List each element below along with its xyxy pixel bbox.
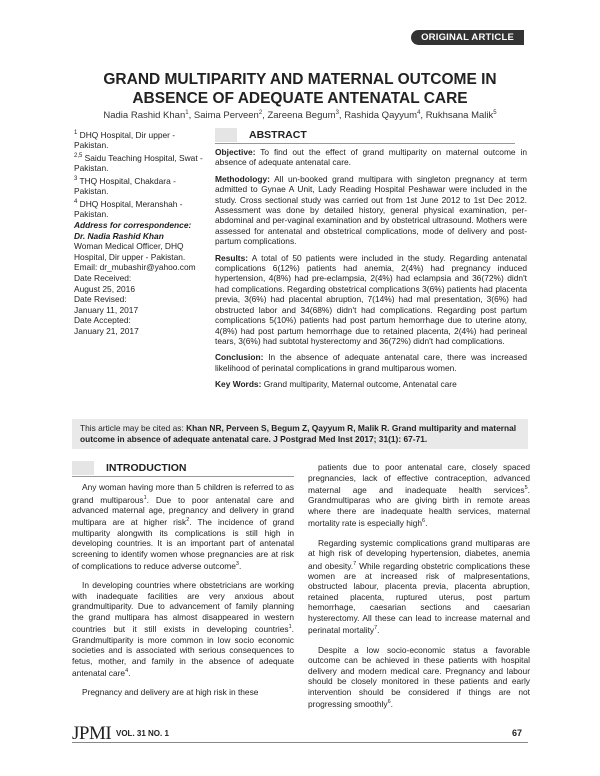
body-paragraph: patients due to poor antenatal care, closely spaced pregnancies, lack of effective contraception, advanced maternal age and inadequate health services$^5$. Grandmultiparas who are giving birth in remote areas where there are inadequate health services, maternal mortality rate is especially high$^6$.: [308, 462, 530, 529]
affiliation: $^4$ DHQ Hospital, Meranshah - Pakistan.: [74, 198, 183, 220]
heading-marker: [72, 461, 94, 475]
conclusion-text: In the absence of adequate antenatal care, there was increased likelihood of perinatal complications in grand multiparous women.: [215, 352, 528, 373]
author-name: Nadia Rashid Khan$^1$: [103, 110, 189, 122]
title-line-1: GRAND MULTIPARITY AND MATERNAL OUTCOME IN: [103, 71, 497, 88]
methodology-label: Methodology:: [215, 173, 270, 184]
author-name: Saima Perveen$^2$: [193, 110, 263, 122]
correspondence-line: Woman Medical Officer, DHQ Hospital, Dir upper - Pakistan.: [74, 241, 186, 262]
affiliation-sidebar: [74, 128, 204, 336]
methodology-text: All un-booked grand multipara with singleton pregnancy at term admitted to Gynae A Unit, Lady Reading Hospital Peshawar were included in the study. Cross sectional study was carried out from 1st June 2012 to 1st Dec 2012. Assessment was done by detailed history, general physical examination, per-abdominal and per-vaginal examination and by obstetrical ultrasound. Mothers were assessed for antenatal and obstetrical complications, mode of delivery and post-partum complications.: [215, 173, 527, 247]
body-paragraph: Pregnancy and delivery are at high risk in these: [82, 687, 259, 698]
author-name: Rashida Qayyum$^4$: [344, 110, 421, 122]
introduction-heading-text: INTRODUCTION: [106, 462, 187, 474]
citation-prefix: This article may be cited as:: [80, 423, 184, 433]
abstract-keywords: [215, 379, 527, 389]
abstract-objective: [215, 147, 527, 168]
keywords-text: Grand multiparity, Maternal outcome, Antenatal care: [263, 379, 457, 390]
date-value: August 25, 2016: [74, 283, 136, 294]
abstract-heading-text: ABSTRACT: [249, 129, 307, 141]
abstract-results: [215, 253, 527, 347]
abstract-body: [215, 147, 527, 396]
introduction-heading: [72, 461, 294, 477]
correspondence-label: Address for correspondence:: [74, 219, 192, 230]
objective-text: To find out the effect of grand multiparity on maternal outcome in absence of adequate antenatal care.: [215, 147, 527, 168]
journal-volume: VOL. 31 NO. 1: [116, 729, 169, 738]
author-name: Zareena Begum$^3$: [267, 110, 339, 122]
citation-text: Khan NR, Perveen S, Begum Z, Qayyum R, Malik R. Grand multiparity and maternal outcome in absence of adequate antenatal care. J Postgrad Med Inst 2017; 31(1): 67-71.: [80, 423, 517, 444]
intro-left-column: [72, 482, 294, 707]
heading-marker: [215, 128, 237, 142]
intro-right-column: [308, 462, 530, 718]
body-paragraph: Any woman having more than 5 children is referred to as grand multiparous$^1$. Due to poor antenatal care and advanced maternal age, pregnancy and delivery in grand multipara are at higher risk$^2$. The incidence of grand multiparity alongwith its complications is still high in developing countries. It is an important part of antenatal screening to identify women whose pregnancies are at risk of complications to reduce adverse outcome$^3$.: [72, 482, 294, 571]
body-paragraph: In developing countries where obstetricians are working with inadequate facilities are very anxious about grandmultiparity. Due to advancement of family planning the grand multipara has almost disappeared in western countries but it still exists in developing countries$^1$. Grandmultiparity is more common in low socio economic societies and is associated with serious consequences to fetus, mother, and family in the absence of adequate antenatal care$^4$.: [72, 580, 294, 678]
affiliation: $^3$ THQ Hospital, Chakdara - Pakistan.: [74, 175, 176, 197]
conclusion-label: Conclusion:: [215, 352, 264, 363]
author-list: Nadia Rashid Khan$^1$, Saima Perveen$^2$, Zareena Begum$^3$, Rashida Qayyum$^4$, Rukhsana Malik$^5$: [103, 110, 497, 122]
keywords-label: Key Words:: [215, 379, 262, 390]
results-text: A total of 50 patients were included in the study. Regarding antenatal complications 6(12%) patients had anemia, 2(4%) had pregnancy induced hypertension, 4(8%) had pre-eclampsia, 2(4%) had eclampsia and 36(72%) didn't had complications. Regarding obstetrical complications 3(6%) patients had placenta previa, 3(6%) had placental abruption, 7(14%) had mal presentation, 3(6%) had obstructed labor and 34(68%) didn't had complications. Regarding post partum complications 5(10%) patients had post partum hemorrhage due to uterine atony, 4(8%) had post partum hemorrhage due to retained placenta, 2(4%) had perineal tears, 3(6%) had subtotal hysterectomy and 36(72%) didn't had complications.: [215, 252, 527, 346]
citation-box: [72, 419, 528, 449]
correspondence-name: Dr. Nadia Rashid Khan: [74, 230, 164, 241]
abstract-methodology: [215, 174, 527, 247]
affiliation: $^{2,5}$ Saidu Teaching Hospital, Swat - Pakistan.: [74, 152, 203, 174]
article-title: [70, 70, 530, 108]
date-value: January 11, 2017: [74, 304, 139, 315]
page-number: 67: [512, 728, 523, 738]
date-label: Date Revised:: [74, 294, 127, 305]
author-name: Rukhsana Malik$^5$: [425, 110, 497, 122]
date-label: Date Received:: [74, 272, 132, 283]
correspondence-email[interactable]: Email: dr_mubashir@yahoo.com: [74, 262, 196, 273]
article-type-tag: ORIGINAL ARTICLE: [411, 30, 524, 45]
title-line-2: ABSENCE OF ADEQUATE ANTENATAL CARE: [132, 90, 468, 107]
body-paragraph: Regarding systemic complications grand multiparas are at high risk of developing hypertension, diabetes, anemia and obesity.$^7$ While regarding obstetric complications these women are at increased risk of malpresentations, obstructed labour, placenta previa, placenta abruption, retained placenta, ruptured uterus, post partum hemorrhage, caesarian sections and caesarian hysterectomy. All these can lead to increase maternal and perinatal mortality$^7$.: [308, 537, 530, 636]
abstract-heading: [215, 128, 515, 144]
affiliation: $^1$ DHQ Hospital, Dir upper - Pakistan.: [74, 129, 176, 151]
footer-divider: [72, 742, 528, 743]
date-value: January 21, 2017: [74, 325, 139, 336]
abstract-conclusion: [215, 352, 527, 373]
results-label: Results:: [215, 252, 249, 263]
objective-label: Objective:: [215, 147, 256, 157]
journal-logo: JPMI: [72, 723, 112, 744]
date-label: Date Accepted:: [74, 315, 131, 326]
body-paragraph: Despite a low socio-economic status a favorable outcome can be achieved in these patients with hospital delivery and modern medical care. Pregnancy and labour should be closely monitored in these patients and early intervention should be considered if things are not progressing smoothly$^6$.: [308, 644, 530, 709]
